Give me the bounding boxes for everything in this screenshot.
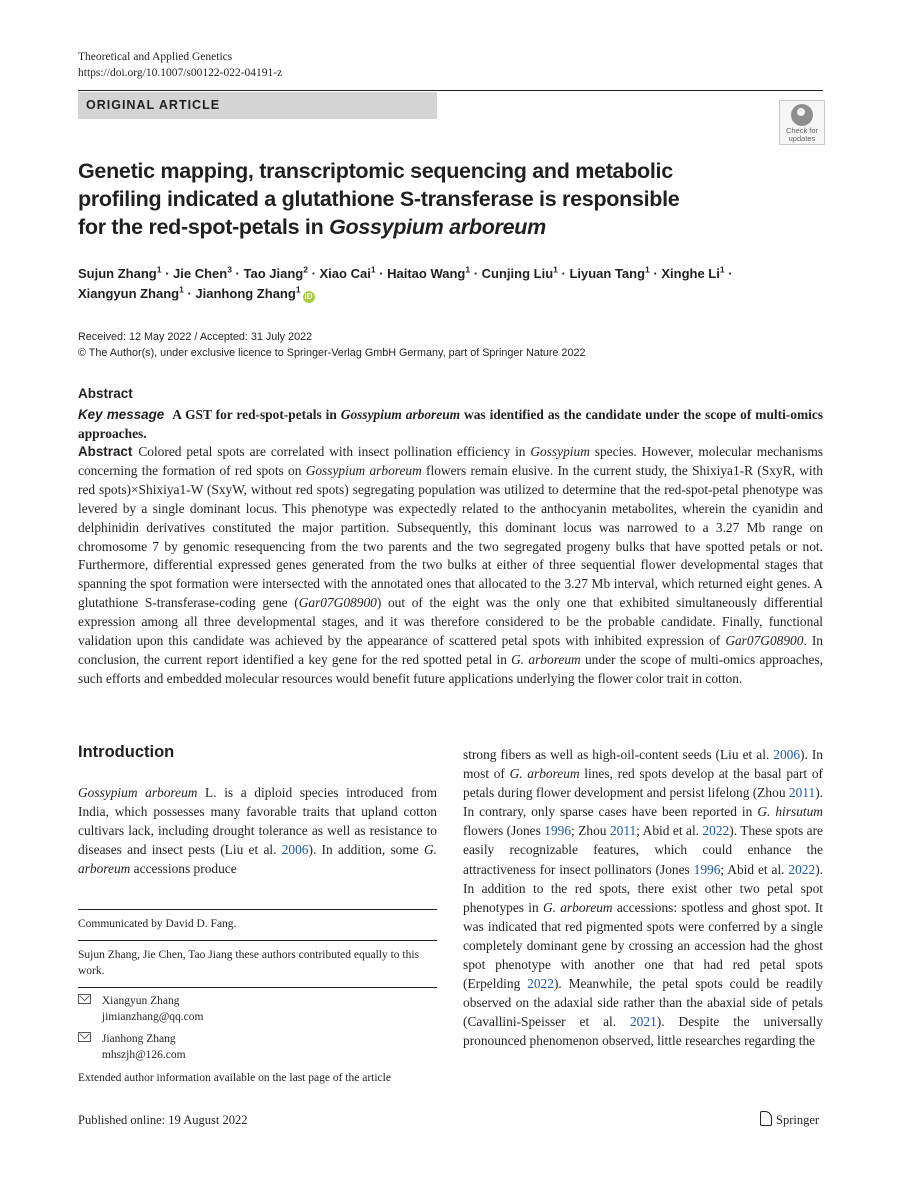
author-name[interactable]: Liyuan Tang — [569, 266, 646, 281]
journal-name: Theoretical and Applied Genetics — [78, 51, 233, 63]
author-name[interactable]: Xiangyun Zhang — [78, 286, 180, 301]
introduction-right-column: strong fibers as well as high-oil-content seeds (Liu et al. 2006). In most of G. arboreum lines, red spots develop at the basal part of petals during flower development and persist lifelong (Zhou 2011). In contrary, only sparse cases have been reported in G. hirsutum flowers (Jones 1996; Zhou 2011; Abid et al. 2022). These spots are easily recognizable features, which could enhance the attractiveness for insect pollinators (Jones 1996; Abid et al. 2022). In addition to the red spots, there exist other two petal spot phenotypes in G. arboreum accessions: spotless and ghost spot. It was indicated that red pigmented spots were conferred by a single completely dominant gene by crossing an accession had the ghost spot phenotype with another one that had red petal spots (Erpelding 2022). Meanwhile, the petal spots could be readily observed on the adaxial side rather than the abaxial side of petals (Cavallini-Speisser et al. 2021). Despite the universally pronounced phenomenon observed, little researches regarding the — [463, 747, 824, 1049]
abstract-label: Abstract — [78, 444, 133, 459]
article-type-bar — [78, 92, 437, 119]
envelope-icon — [78, 994, 91, 1004]
extended-author-info: Extended author information available on the last page of the article — [78, 1072, 391, 1084]
copyright-line: © The Author(s), under exclusive licence to Springer-Verlag GmbH Germany, part of Springer Nature 2022 — [78, 347, 586, 359]
contact-email[interactable]: jimianzhang@qq.com — [101, 1011, 204, 1023]
orcid-icon[interactable]: iD — [304, 292, 313, 301]
received-accepted: Received: 12 May 2022 / Accepted: 31 July 2022 — [78, 331, 313, 343]
contact-name: Jianhong Zhang — [101, 1033, 176, 1045]
footnote-rule — [78, 909, 437, 910]
citation-link[interactable]: 1996 — [544, 823, 572, 839]
contact-email[interactable]: mhszjh@126.com — [101, 1049, 186, 1061]
citation-link[interactable]: 2011 — [609, 823, 637, 839]
citation-link[interactable]: 2022 — [702, 823, 730, 839]
citation-link[interactable]: 2021 — [629, 1014, 657, 1030]
equal-contribution-note: Sujun Zhang, Jie Chen, Tao Jiang these authors contributed equally to this work. — [78, 949, 420, 977]
author-name[interactable]: Tao Jiang — [243, 266, 304, 281]
author-list: Sujun Zhang$^1$ · Jie Chen$^3$ · Tao Jiang$^2$ · Xiao Cai$^1$ · Haitao Wang$^1$ · Cunjing Liu$^1$ · Liyuan Tang$^1$ · Xinghe $Li^1$ · Xiangyun Zhang$^1$ · Jianhong Zhang$^1$iD — [78, 264, 733, 301]
doi-link[interactable]: https://doi.org/10.1007/s00122-022-04191-z — [78, 67, 283, 79]
citation-link[interactable]: 1996 — [693, 861, 721, 877]
corresponding-author-1 — [78, 993, 203, 1025]
footnote-rule — [78, 940, 437, 941]
header-rule — [78, 90, 823, 91]
communicated-by: Communicated by David D. Fang. — [78, 918, 237, 930]
check-updates-icon — [791, 104, 813, 126]
author-name[interactable]: Cunjing Liu — [481, 266, 554, 281]
corresponding-author-2 — [78, 1031, 186, 1063]
citation-link[interactable]: 2022 — [788, 861, 816, 877]
contact-name: Xiangyun Zhang — [101, 995, 180, 1007]
introduction-heading: Introduction — [78, 743, 175, 761]
author-name[interactable]: Xinghe Li — [661, 266, 720, 281]
citation-link[interactable]: 2006 — [773, 747, 801, 762]
citation-link[interactable]: 2006 — [281, 842, 309, 858]
key-message: Key message A GST for red-spot-petals in Gossypium arboreum was identified as the candidate under the scope of multi-omics approaches. — [78, 407, 823, 441]
author-name[interactable]: Jie Chen — [173, 266, 228, 281]
author-name[interactable]: Xiao Cai — [319, 266, 371, 281]
envelope-icon — [78, 1032, 91, 1042]
footnote-rule — [78, 987, 437, 988]
published-online: Published online: 19 August 2022 — [78, 1113, 248, 1127]
article-type-label: ORIGINAL ARTICLE — [86, 98, 221, 112]
citation-link[interactable]: 2022 — [527, 976, 554, 992]
abstract-heading: Abstract — [78, 386, 133, 401]
publisher-logo: Springer — [760, 1111, 819, 1128]
abstract-body: Abstract Colored petal spots are correlated with insect pollination efficiency in Gossypium species. However, molecular mechanisms concerning the formation of red spots on Gossypium arboreum flowers remain elusive. In the current study, the Shixiya1-R (SxyR, with red spots)×Shixiya1-W (SxyW, without red spots) segregating population was utilized to determine that the red-spot-petal phenotype was levered by a single dominant locus. This phenotype was expectedly related to the anthocyanin metabolites, wherein the cyanidin and delphinidin derivatives constituted the major partition. Subsequently, this dominant locus was narrowed to a 3.27 Mb range on chromosome 7 by genomic resequencing from the two parents and the two segregated progeny bulks that have spotted petals or not. Furthermore, differential expressed genes generated from the two bulks at either of three sequential flower developmental stages that spanning the spot formation were intersected with the annotated ones that allocated to the 3.27 Mb interval, which returned eight genes. A glutathione S-transferase-coding gene (Gar07G08900) out of the eight was the only one that exhibited simultaneously differential expression among all three developmental stages, and it was therefore considered to be the probable candidate. Finally, functional validation upon this candidate was achieved by the appearance of scattered petal spots with inhibited expression of Gar07G08900. In conclusion, the current report identified a key gene for the red spotted petal in G. arboreum under the scope of multi-omics approaches, such efforts and embedded molecular resources would benefit future applications underlying the flower color trait in cotton. — [78, 444, 823, 686]
author-name[interactable]: Haitao Wang — [387, 266, 466, 281]
check-for-updates-badge[interactable]: Check for updates — [779, 100, 825, 145]
springer-horse-icon — [760, 1111, 772, 1126]
citation-link[interactable]: 2011 — [788, 785, 816, 801]
article-dates — [78, 329, 585, 361]
author-name[interactable]: Jianhong Zhang — [195, 286, 296, 301]
journal-header — [78, 49, 282, 81]
article-title: Genetic mapping, transcriptomic sequencing and metabolic profiling indicated a glutathione S-transferase is responsible for the red-spot-petals in Gossypium arboreum — [78, 159, 680, 239]
key-message-label: Key message — [78, 407, 165, 422]
introduction-left-column: Gossypium arboreum L. is a diploid species introduced from India, which possesses many favorable traits that upland cotton cultivars lack, including drought tolerance as well as resistance to diseases and insect pests (Liu et al. 2006). In addition, some G. arboreum accessions produce — [78, 785, 437, 877]
author-name[interactable]: Sujun Zhang — [78, 266, 157, 281]
